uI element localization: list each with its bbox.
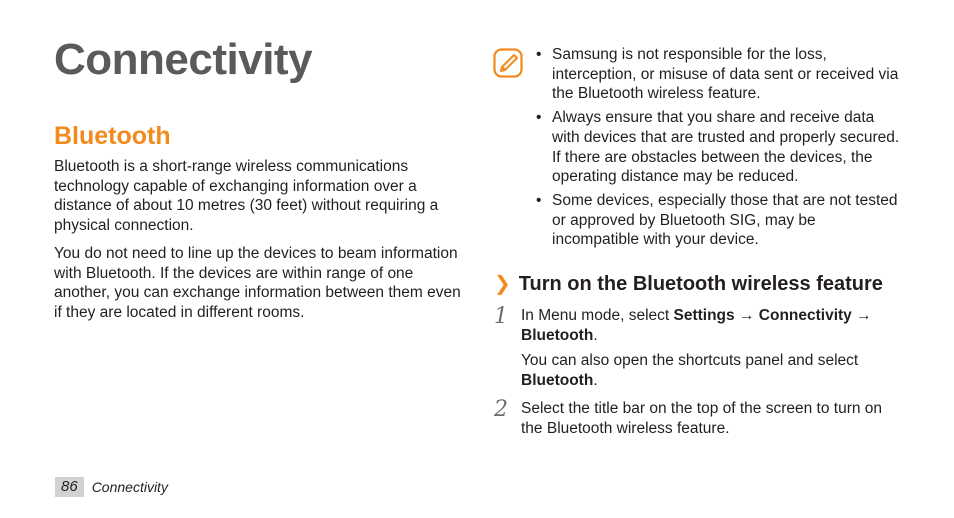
- notes-list: [536, 45, 906, 254]
- page-footer: [55, 477, 168, 497]
- list-item: • Always ensure that you share and receive data with devices that are trusted and properly secured. If there are obstacles between the devices, the operating distance may be reduced.: [536, 109, 900, 186]
- page-number: 86: [55, 477, 84, 497]
- note-text: Samsung is not responsible for the loss, interception, or misuse of data sent or received via the Bluetooth wireless feature.: [552, 46, 899, 103]
- menu-path-item: Connectivity: [758, 307, 852, 324]
- menu-path-item: Bluetooth: [521, 326, 594, 344]
- step-text: In Menu mode, select Settings → Connectivity → Bluetooth.: [521, 307, 872, 344]
- step-2: [494, 399, 904, 444]
- note-text: Some devices, especially those that are not tested or approved by Bluetooth SIG, may be incompatible with your device.: [552, 191, 898, 249]
- step-1: [494, 306, 904, 397]
- note-pencil-icon: [493, 48, 523, 78]
- list-item: • Some devices, especially those that are not tested or approved by Bluetooth SIG, may be incompatible with your device.: [536, 191, 898, 249]
- step-text: Select the title bar on the top of the screen to turn on the Bluetooth wireless feature.: [521, 400, 883, 437]
- intro-text: [54, 157, 462, 331]
- intro-paragraph: You do not need to line up the devices to beam information with Bluetooth. If the devices are within range of one another, you can exchange information between them even if they are located in different rooms.: [54, 244, 461, 321]
- chevron-right-icon: ❯: [494, 273, 511, 295]
- note-text: Always ensure that you share and receive data with devices that are trusted and properly secured. If there are obstacles between the devices, the operating distance may be reduced.: [552, 109, 900, 186]
- step-number: 2: [494, 397, 508, 422]
- intro-paragraph: Bluetooth is a short-range wireless communications technology capable of exchanging information over a distance of about 10 metres (30 feet) without requiring a physical connection.: [54, 158, 439, 235]
- list-item: • Samsung is not responsible for the loss, interception, or misuse of data sent or received via the Bluetooth wireless feature.: [536, 46, 899, 103]
- menu-path-item: Settings: [673, 307, 735, 324]
- section-title: Bluetooth: [54, 122, 171, 150]
- chapter-title: Connectivity: [54, 35, 313, 84]
- step-subtext: You can also open the shortcuts panel and select Bluetooth.: [521, 352, 859, 390]
- footer-chapter-label: Connectivity: [91, 479, 168, 495]
- step-number: 1: [494, 304, 508, 329]
- procedure-heading-text: Turn on the Bluetooth wireless feature: [518, 273, 883, 295]
- procedure-heading: [494, 271, 883, 297]
